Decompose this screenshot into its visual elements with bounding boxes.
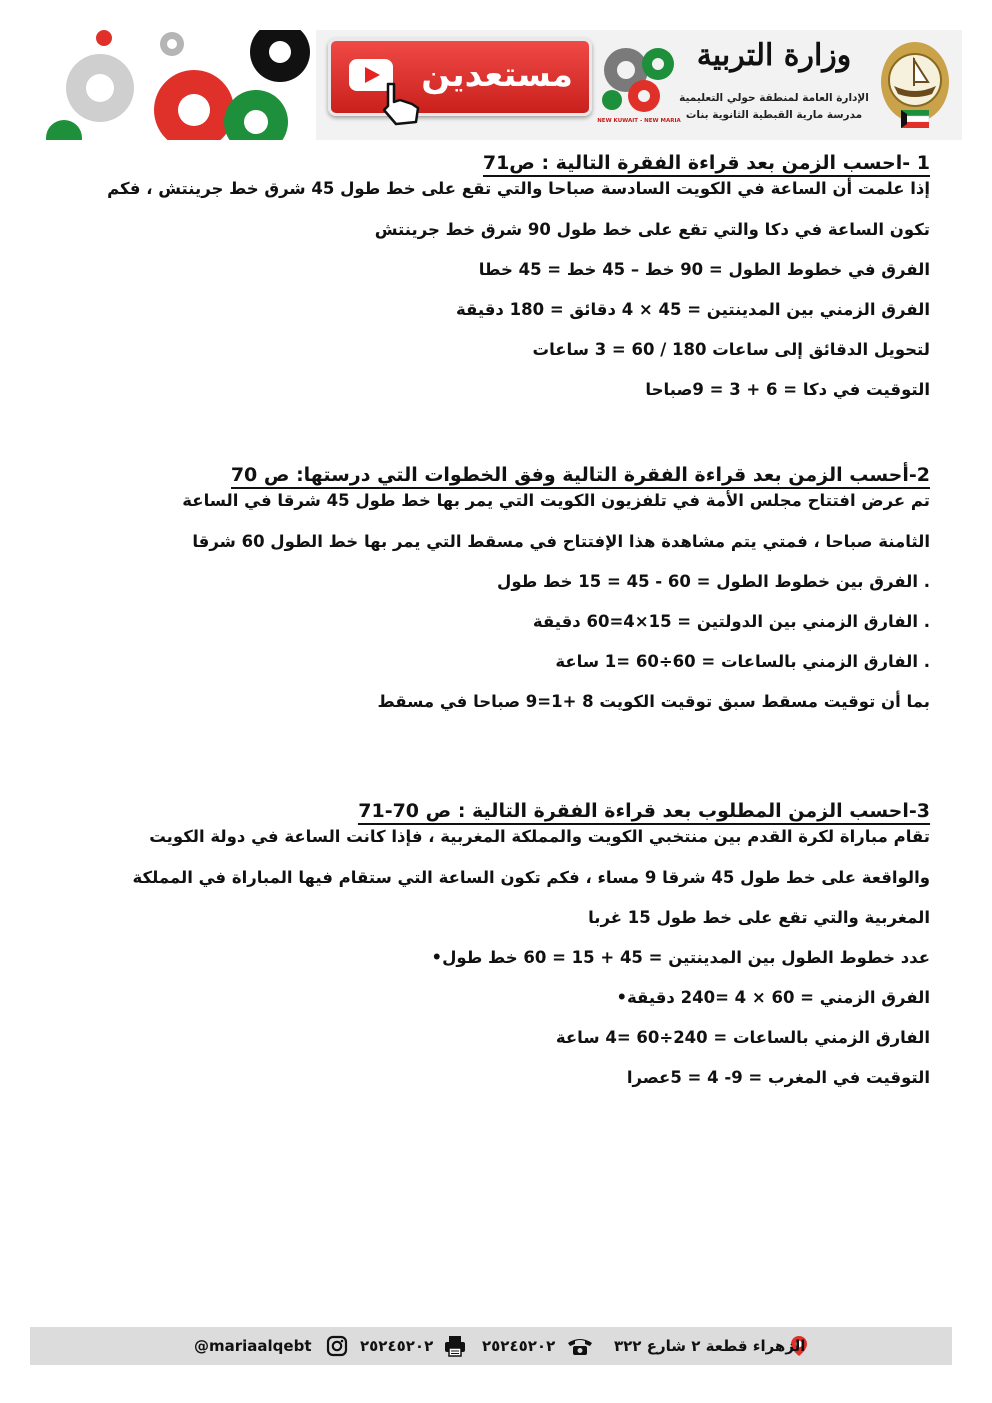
ministry-title: وزارة التربية: [696, 38, 852, 73]
footer-instagram[interactable]: @mariaalqebt: [194, 1337, 312, 1355]
header-banner: [44, 30, 962, 140]
question-1-line: الفرق الزمني بين المدينتين = 45 × 4 دقائق = 180 دقيقة: [456, 300, 930, 319]
kuwait-emblem-icon: [874, 36, 956, 134]
district-line: الإدارة العامة لمنطقة حولي التعليمية: [679, 92, 869, 104]
footer-bar: [30, 1327, 952, 1365]
channel-button[interactable]: [328, 38, 592, 116]
gear-icon: [154, 70, 234, 140]
footer-fax: ٢٥٢٤٥٢٠٢: [360, 1337, 434, 1355]
ministry-block: [676, 30, 872, 140]
question-2-line: تم عرض افتتاح مجلس الأمة في تلفزيون الكويت التي يمر بها خط طول 45 شرقا في الساعة: [182, 491, 930, 510]
gears-decoration: [44, 30, 316, 140]
question-3-line: عدد خطوط الطول بين المدينتين = 45 + 15 = 60 خط طول•: [431, 948, 930, 967]
question-2-line: الثامنة صباحا ، فمتي يتم مشاهدة هذا الإفتتاح في مسقط التي يمر بها خط الطول 60 شرقا: [192, 532, 930, 551]
footer-address: الزهراء قطعة ٢ شارع ٣٢٢: [614, 1337, 806, 1355]
question-3-line: التوقيت في المغرب = 9- 4 = 5عصرا: [626, 1068, 930, 1087]
fax-icon: [444, 1335, 466, 1357]
worksheet-content: [60, 150, 930, 1098]
instagram-icon: [326, 1335, 348, 1357]
question-3-title: 3-احسب الزمن المطلوب بعد قراءة الفقرة التالية : ص 70-71: [60, 798, 930, 824]
question-3-line: الفارق الزمني بالساعات = 240÷60 =4 ساعة: [555, 1028, 930, 1047]
question-3-line: والواقعة على خط طول 45 شرقا 9 مساء ، فكم تكون الساعة التي ستقام فيها المباراة في المملكة: [132, 868, 930, 887]
question-2-line: بما أن توقيت مسقط سبق توقيت الكويت 8 +1=9 صباحا في مسقط: [377, 692, 930, 711]
question-2-line: . الفارق الزمني بين الدولتين = 15×4=60 دقيقة: [532, 612, 930, 631]
gear-icon: [66, 54, 134, 122]
question-2-title: 2-أحسب الزمن بعد قراءة الفقرة التالية وفق الخطوات التي درستها: ص 70: [60, 462, 930, 488]
gear-icon: [46, 120, 82, 140]
school-line: مدرسة مارية القبطية الثانوية بنات: [685, 109, 863, 121]
school-logo: [596, 34, 682, 134]
question-1-title: 1 -احسب الزمن بعد قراءة الفقرة التالية : ص71: [60, 150, 930, 176]
gear-icon: [96, 30, 112, 46]
question-2-line: . الفرق بين خطوط الطول = 60 - 45 = 15 خط طول: [497, 572, 930, 591]
telephone-icon: [566, 1335, 594, 1357]
question-2-line: . الفارق الزمني بالساعات = 60÷60 =1 ساعة: [555, 652, 930, 671]
logo-caption: NEW KUWAIT - NEW MARIA: [597, 118, 681, 124]
gear-icon: [160, 32, 184, 56]
question-3-line: تقام مباراة لكرة القدم بين منتخبي الكويت والمملكة المغربية ، فإذا كانت الساعة في دولة الكويت: [149, 827, 930, 846]
question-3-line: المغربية والتي تقع على خط طول 15 غربا: [588, 908, 930, 927]
gear-icon: [224, 90, 288, 140]
channel-label: مستعدين: [421, 55, 573, 95]
question-1-line: إذا علمت أن الساعة في الكويت السادسة صباحا والتي تقع على خط طول 45 شرق خط جرينتش ، فكم: [107, 179, 930, 198]
question-1-line: تكون الساعة في دكا والتي تقع على خط طول 90 شرق خط جرينتش: [374, 220, 930, 239]
gear-icon: [250, 30, 310, 82]
question-1-line: الفرق في خطوط الطول = 90 خط – 45 خط = 45 خطا: [478, 260, 930, 279]
hand-cursor-icon: [374, 78, 424, 128]
question-3-line: الفرق الزمني = 60 × 4 =240 دقيقة•: [616, 988, 930, 1007]
footer-phone: ٢٥٢٤٥٢٠٢: [482, 1337, 556, 1355]
question-1-line: لتحويل الدقائق إلى ساعات 180 / 60 = 3 ساعات: [532, 340, 930, 359]
question-1-line: التوقيت في دكا = 6 + 3 = 9صباحا: [645, 380, 930, 399]
